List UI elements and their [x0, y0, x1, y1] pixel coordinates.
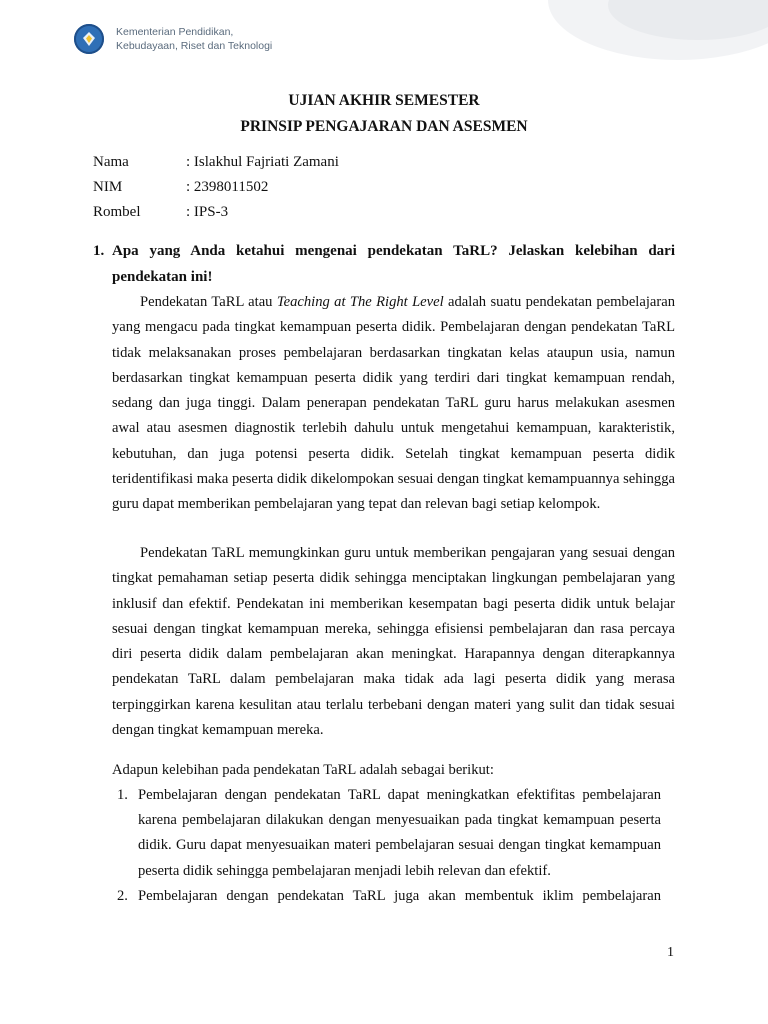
ministry-line1: Kementerian Pendidikan,: [116, 26, 234, 38]
document-title: [0, 88, 768, 140]
title-line1: UJIAN AKHIR SEMESTER: [288, 92, 480, 109]
tut-wuri-handayani-logo-icon: [74, 24, 104, 54]
paragraph1-rest: adalah suatu pendekatan pembelajaran yang mengacu pada tingkat kemampuan peserta didik. Pembelajaran dengan pendekatan TaRL tidak melaksanakan proses pembelajaran berdasarkan tingkatan kelas ataupun usia, namun berdasarkan tingkat kemampuan peserta didik yang terdiri dari tingkat kemampuan rendah, sedang dan juga tinggi. Dalam penerapan pendekatan TaRL guru harus melakukan asesmen awal atau asesmen diagnostik terlebih dahulu untuk mengetahui kemampuan, karakteristik, kebutuhan, dan juga potensi peserta didik. Setelah tingkat kemampuan peserta didik teridentifikasi maka peserta didik dikelompokan sesuai dengan tingkat kemampuannya sehingga guru dapat memberikan pembelajaran yang tepat dan relevan bagi setiap kelompok.: [112, 294, 675, 513]
advantages-list: [117, 783, 661, 909]
ministry-name: [116, 25, 272, 53]
list-item-text: Pembelajaran dengan pendekatan TaRL juga akan membentuk iklim pembelajaran: [138, 887, 661, 904]
paragraph2-text: Pendekatan TaRL memungkinkan guru untuk memberikan pengajaran yang sesuai dengan tingkat pemahaman setiap peserta didik sehingga menciptakan lingkungan pembelajaran yang inklusif dan efektif. Pendekatan ini memberikan kesempatan bagi peserta didik untuk belajar sesuai dengan tingkat kemampuan mereka, sehingga efisiensi pembelajaran dan rasa percaya diri peserta didik dalam pembelajaran akan meningkat. Harapannya dengan diterapkannya pendekatan TaRL dalam pembelajaran maka tidak ada lagi peserta didik yang merasa terpinggirkan karena kesulitan atau terlalu terbebani dengan materi yang sulit dan tidak sesuai dengan tingkat kemampuan mereka.: [112, 545, 675, 739]
question-text: Apa yang Anda ketahui mengenai pendekatan TaRL? Jelaskan kelebihan dari pendekatan ini!: [112, 243, 675, 285]
info-label: Nama: [93, 154, 129, 170]
ministry-line2: Kebudayaan, Riset dan Teknologi: [116, 40, 273, 52]
paragraph1-italic-term: Teaching at The Right Level: [276, 294, 444, 310]
page-number: 1: [667, 945, 674, 960]
list-item-number: 1.: [117, 787, 128, 803]
list-item: [117, 783, 661, 884]
info-value: : Islakhul Fajriati Zamani: [186, 154, 339, 170]
info-label: NIM: [93, 179, 123, 195]
paragraph1-start: Pendekatan TaRL atau: [140, 294, 277, 310]
list-item-text: Pembelajaran dengan pendekatan TaRL dapat meningkatkan efektifitas pembelajaran karena pembelajaran dilakukan dengan menyesuaikan pada tingkat kemampuan peserta didik. Guru dapat menyesuaikan materi pembelajaran sesuai dengan tingkat kemampuan peserta didik sehingga pembelajaran menjadi lebih relevan dan efektif.: [138, 787, 661, 879]
question-number: 1.: [93, 243, 105, 259]
student-info: [93, 150, 339, 225]
list-item-number: 2.: [117, 887, 128, 904]
info-row-rombel: [93, 200, 339, 225]
list-item: [117, 884, 661, 909]
question-1: [93, 238, 675, 290]
answer-paragraph-1: [112, 290, 675, 518]
info-label: Rombel: [93, 204, 141, 220]
info-value: : 2398011502: [186, 179, 269, 195]
advantages-intro: Adapun kelebihan pada pendekatan TaRL adalah sebagai berikut:: [112, 762, 494, 778]
info-row-nim: [93, 175, 339, 200]
info-value: : IPS-3: [186, 204, 229, 220]
answer-paragraph-2: [112, 541, 675, 743]
letterhead: [74, 24, 272, 54]
title-line2: PRINSIP PENGAJARAN DAN ASESMEN: [240, 118, 528, 135]
info-row-name: [93, 150, 339, 175]
